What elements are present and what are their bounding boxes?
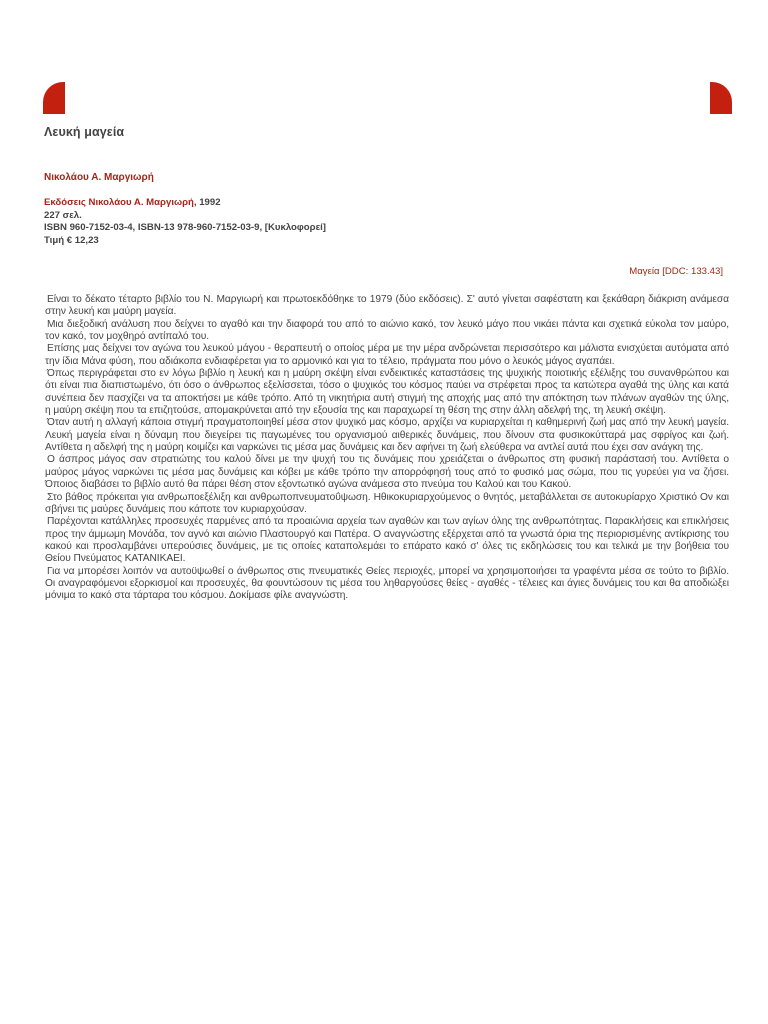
description-paragraph: Για να μπορέσει λοιπόν να αυτοϋψωθεί ο άνθρωπος στις πνευματικές Θείες περιοχές, μπορεί να χρησιμοποιήσει τα γραφέντα μέσα σε τούτο το βιβλίο. Οι αναγραφόμενοι εξορκισμοί και προσευχές, θα φουντώσουν τις μέσα του ληθαργούσες θείες - αγαθές - τέλειες και άγιες δυνάμεις του και θα αποδιώξει μόνιμα το κακό στα τάρταρα του κόσμου. Δοκίμασε φίλε αναγνώστη.: [45, 565, 729, 602]
right-corner-decoration: [710, 82, 732, 114]
description-paragraph: Μια διεξοδική ανάλυση που δείχνει το αγαθό και την διαφορά του από το αιώνιο κακό, τον λευκό μάγο που νικάει πάντα και σχετικά εύκολα τον μαύρο, τον κακό, τον μοχθηρό αντίπαλό του.: [45, 318, 729, 343]
left-corner-decoration: [43, 82, 65, 114]
price-line: Τιμή € 12,23: [44, 234, 99, 246]
publisher-name: Εκδόσεις Νικολάου Α. Μαργιωρή: [44, 197, 194, 208]
description-paragraph: Στο βάθος πρόκειται για ανθρωποεξέλιξη και ανθρωποπνευματοΰψωση. Ηθικοκυριαρχούμενος ο θνητός, μεταβάλλεται σε αυτοκυρίαρχο Χριστικό Ον και σβήνει τις μαύρες δυνάμεις που κάποτε τον κυριαρχούσαν.: [45, 491, 729, 515]
description-paragraph: Παρέχονται κατάλληλες προσευχές παρμένες από τα προαιώνια αρχεία των αγαθών και των αγίων όλης της ανθρωπότητας. Παρακλήσεις και επικλήσεις προς την άμμωμη Μονάδα, τον αγνό και αιώνιο Πλαστουργό και Πατέρα. Ο αναγνώστης εξέρχεται από τα γνωστά όρια της περιορισμένης αντίκρισης του κακού και προσλαμβάνει υπερούσιες δυνάμεις, με τις οποίες καταπολεμάει το επάρατο κακό σ' όλες τις εκδηλώσεις του και τελικά με την βοήθεια του Θείου Πνεύματος ΚΑΤΑΝΙΚΑΕΙ.: [45, 516, 729, 565]
publication-year: , 1992: [193, 197, 221, 208]
book-title: Λευκή μαγεία: [44, 125, 125, 139]
description-paragraph: Είναι το δέκατο τέταρτο βιβλίο του Ν. Μαργιωρή και πρωτοεκδόθηκε το 1979 (δύο εκδόσεις). Σ' αυτό γίνεται σαφέστατη και ξεκάθαρη διάκριση ανάμεσα στην λευκή και μαύρη μαγεία.: [45, 294, 729, 318]
book-author: Νικολάου Α. Μαργιωρή: [44, 172, 154, 183]
publisher-line: [44, 197, 326, 210]
page-count: 227 σελ.: [44, 209, 82, 221]
description-paragraph: Ο άσπρος μάγος σαν στρατιώτης του καλού δίνει με την ψυχή του τις δυνάμεις που χρειάζεται ο άνθρωπος στη φυσική παράστασή του. Αντίθετα ο μαύρος μάγος ναρκώνει τις μέσα μας δυνάμεις και κόβει με κάθε τρόπο την απορρόφησή τους από το φυσικό μας σώμα, που τις γυρεύει για να ζήσει. Όποιος διαβάσει το βιβλίο αυτό θα πάρει θέση στον εξοντωτικό αγώνα ανάμεσα στο πνεύμα του Καλού και του Κακού.: [45, 454, 729, 491]
description-paragraph: Όπως περιγράφεται στο εν λόγω βιβλίο η λευκή και η μαύρη σκέψη είναι ενδεικτικές καταστάσεις της ψυχικής ποιοτικής εξέλιξης του συνανθρώπου και ότι είναι πια διαπιστωμένο, ότι όσο ο άνθρωπος εξελίσσεται, τόσο ο ψυχικός του κόσμος παύει να στρέφεται προς τα κατώτερα αγαθά της ύλης και κατά συνέπεια δεν πασχίζει να τα αποκτήσει με κάθε τρόπο. Από τη νικητήρια αυτή στιγμή της αποχής μας από την απόκτηση των πλάνων αγαθών της ύλης, η μαύρη σκέψη που τα επιζητούσε, απομακρύνεται από την εξουσία της και παραχωρεί τη θέση της στην άλλη αδελφή της, τη λευκή σκέψη.: [45, 368, 729, 417]
book-description: [45, 294, 729, 603]
description-paragraph: Επίσης μας δείχνει τον αγώνα του λευκού μάγου - θεραπευτή ο οποίος μέρα με την μέρα ανδρώνεται περισσότερο και μάλιστα ενισχύεται αυτόματα από την ίδια Μάνα φύση, που αδιάκοπα ενδιαφέρεται για το αρμονικό και για το τέλειο, πράγματα που μόνο ο λευκός μάγος αγαπάει.: [45, 343, 729, 367]
subject-category: Μαγεία [DDC: 133.43]: [629, 266, 723, 277]
publication-info: [44, 197, 326, 247]
description-paragraph: Όταν αυτή η αλλαγή κάποια στιγμή πραγματοποιηθεί μέσα στον ψυχικό μας κόσμο, αρχίζει να κυριαρχείται η καθημερινή ζωή μας από την λευκή μαγεία. Λευκή μαγεία είναι η δύναμη που διεγείρει τις παγωμένες του οργανισμού αιθερικές δυνάμεις, που δίνουν στα φυσικοκύτταρά μας σφρίγος και ζωή. Αντίθετα η αδελφή της η μαύρη κοιμίζει και ναρκώνει τις μέσα μας δυνάμεις και δεν αφήνει τη ζωή ελεύθερα να αντλεί αυτά που έχει σαν ανάγκη της.: [45, 417, 729, 454]
isbn-line: ISBN 960-7152-03-4, ISBN-13 978-960-7152-03-9, [Κυκλοφορεί]: [44, 222, 326, 233]
